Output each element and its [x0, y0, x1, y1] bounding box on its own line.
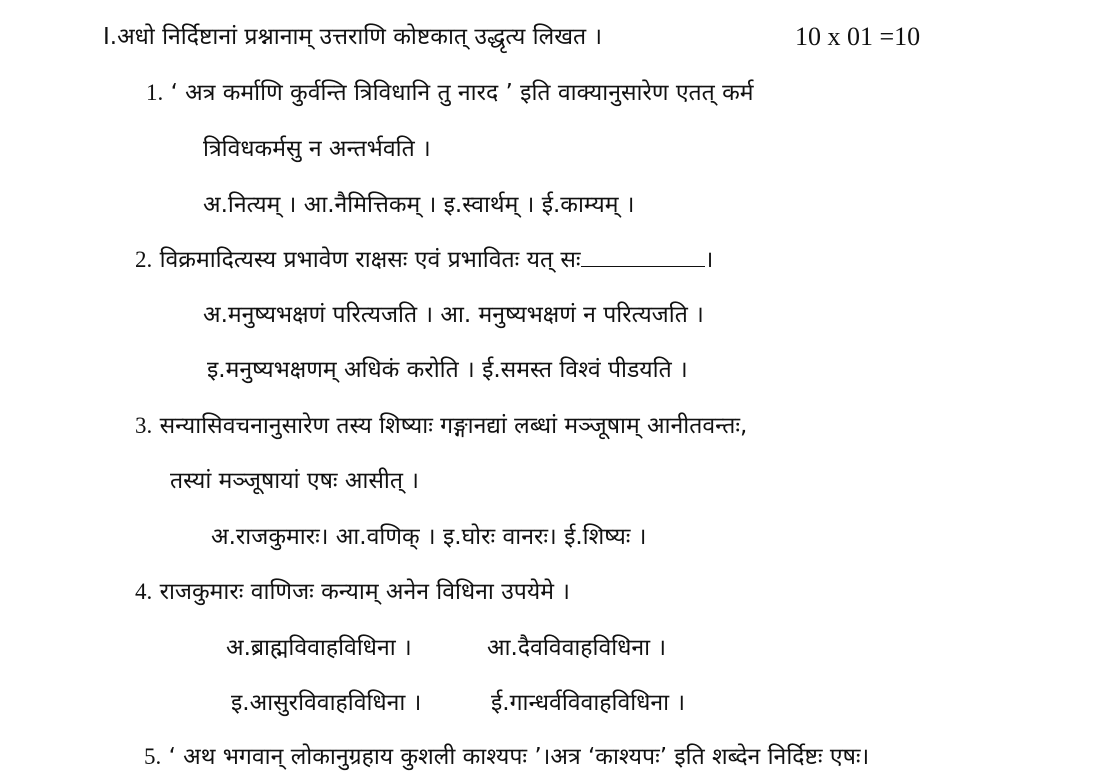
question-5 — [144, 742, 869, 772]
question-3-continuation: तस्यां मञ्जूषायां एषः आसीत् । — [170, 468, 419, 494]
question-number: 2. — [135, 247, 153, 272]
question-2-options-row-2: इ.मनुष्यभक्षणम् अधिकं करोति । ई.समस्त विश्वं पीडयति । — [207, 357, 688, 383]
answer-blank — [581, 246, 705, 267]
question-2 — [135, 245, 713, 275]
question-number: 5. — [144, 744, 162, 769]
question-4-option-a: अ.ब्राह्मविवाहविधिना । — [226, 635, 412, 661]
question-4-option-ii: ई.गान्धर्वविवाहविधिना । — [491, 690, 686, 716]
question-1 — [146, 78, 753, 108]
question-1-options: अ.नित्यम् । आ.नैमित्तिकम् । इ.स्वार्थम् । ई.काम्यम् । — [203, 192, 635, 218]
question-text: राजकुमारः वाणिजः कन्याम् अनेन विधिना उपयेमे । — [159, 579, 570, 605]
section-instruction: I.अधो निर्दिष्टानां प्रश्नानाम् उत्तराणि कोष्टकात् उद्धृत्य लिखत । — [103, 24, 603, 50]
question-number: 4. — [135, 579, 153, 604]
question-number: 3. — [135, 413, 153, 438]
question-1-continuation: त्रिविधकर्मसु न अन्तर्भवति । — [203, 136, 431, 162]
question-2-options-row-1: अ.मनुष्यभक्षणं परित्यजति । आ. मनुष्यभक्षणं न परित्यजति । — [203, 302, 704, 328]
question-end-mark: । — [704, 247, 714, 273]
question-4-option-aa: आ.दैवविवाहविधिना । — [487, 635, 667, 661]
question-text: सन्यासिवचनानुसारेण तस्य शिष्याः गङ्गानद्यां लब्धां मञ्जूषाम् आनीतवन्तः, — [159, 413, 748, 439]
marks-allocation: 10 x 01 =10 — [795, 22, 921, 51]
question-4-option-i: इ.आसुरविवाहविधिना । — [231, 690, 422, 716]
question-text: ‘ अत्र कर्माणि कुर्वन्ति त्रिविधानि तु नारद ’ इति वाक्यानुसारेण एतत् कर्म — [170, 80, 754, 106]
question-4 — [135, 577, 570, 607]
question-text: विक्रमादित्यस्य प्रभावेण राक्षसः एवं प्रभावितः यत् सः — [159, 247, 581, 273]
question-3-options: अ.राजकुमारः। आ.वणिक् । इ.घोरः वानरः। ई.शिष्यः । — [211, 524, 647, 550]
question-number: 1. — [146, 80, 164, 105]
question-3 — [135, 411, 747, 441]
question-text: ‘ अथ भगवान् लोकानुग्रहाय कुशली काश्यपः ’।अत्र ‘काश्यपः’ इति शब्देन निर्दिष्टः एषः। — [168, 744, 870, 770]
